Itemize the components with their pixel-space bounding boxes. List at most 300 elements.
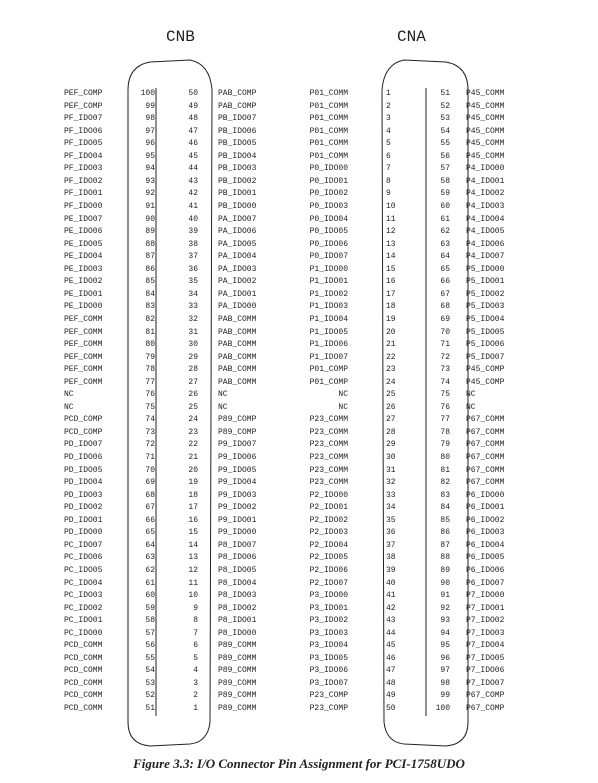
cnb-pin-left: 91 (145, 201, 155, 211)
cnb-pin-left: 81 (145, 327, 155, 337)
cna-pin-left: 1 (386, 89, 391, 98)
cnb-signal-right: PAB_COMM (218, 365, 257, 375)
cna-signal-left: P01_COMP (309, 365, 348, 375)
cna-signal-right: P4_IDO04 (466, 214, 505, 224)
cnb-pin-left: 68 (145, 490, 155, 500)
cnb-pin-left: 63 (145, 553, 155, 563)
cna-signal-left: P2_IDO01 (309, 503, 348, 513)
cnb-pin-right: 20 (188, 465, 198, 475)
cnb-pin-right: 26 (188, 390, 198, 400)
cna-pin-left: 7 (386, 164, 391, 174)
cnb-pin-right: 12 (188, 565, 198, 575)
cnb-signal-left: PEF_COMP (64, 89, 103, 98)
cna-pin-right: 56 (440, 151, 450, 161)
cna-pin-left: 26 (386, 402, 396, 412)
cnb-pin-right: 4 (193, 666, 198, 676)
cna-signal-right: P6_IDO06 (466, 565, 505, 575)
cnb-signal-left: PC_IDO01 (64, 616, 103, 626)
cnb-signal-right: NC (218, 402, 228, 412)
cnb-signal-left: PE_IDO01 (64, 289, 103, 299)
cnb-pin-right: 1 (193, 704, 198, 713)
cna-pin-right: 89 (440, 565, 450, 575)
cnb-signal-right: PB_IDO06 (218, 126, 257, 136)
cna-signal-right: P4_IDO03 (466, 201, 505, 211)
cnb-pin-left: 61 (145, 578, 155, 588)
cna-pin-left: 29 (386, 440, 396, 450)
cna-signal-right: P6_IDO07 (466, 578, 505, 588)
cnb-signal-right: P8_IDO02 (218, 603, 257, 613)
cna-signal-left: P01_COMM (309, 101, 348, 111)
cna-signal-left: P01_COMM (309, 89, 348, 98)
cna-pin-right: 73 (440, 365, 450, 375)
cnb-signal-left: PC_IDO04 (64, 578, 103, 588)
cnb-signal-right: PAB_COMP (218, 89, 257, 98)
cnb-pin-right: 14 (188, 540, 198, 550)
cnb-pin-left: 56 (145, 641, 155, 651)
cna-pin-left: 40 (386, 578, 396, 588)
cnb-pin-left: 62 (145, 565, 155, 575)
cnb-signal-right: PA_IDO03 (218, 264, 257, 274)
cnb-signal-right: PB_IDO00 (218, 201, 257, 211)
cna-pin-right: 93 (440, 616, 450, 626)
cnb-signal-left: PCD_COMM (64, 666, 103, 676)
cnb-signal-left: PC_IDO00 (64, 628, 103, 638)
cna-pin-right: 79 (440, 440, 450, 450)
cnb-signal-right: P8_IDO00 (218, 628, 257, 638)
cnb-signal-left: PC_IDO07 (64, 540, 103, 550)
cna-pin-right: 72 (440, 352, 450, 362)
cna-pin-right: 69 (440, 314, 450, 324)
cnb-signal-right: PB_IDO05 (218, 139, 257, 149)
cna-pin-left: 37 (386, 540, 396, 550)
cna-signal-right: P45_COMM (466, 151, 505, 161)
cnb-signal-right: P89_COMP (218, 415, 257, 425)
cnb-pin-right: 32 (188, 314, 198, 324)
cnb-signal-right: P9_IDO06 (218, 453, 257, 462)
cna-pin-left: 8 (386, 176, 391, 186)
cnb-signal-left: PC_IDO02 (64, 603, 103, 613)
cna-pin-right: 94 (440, 628, 450, 638)
cnb-signal-left: PEF_COMM (64, 352, 103, 362)
cnb-signal-right: P89_COMM (218, 691, 257, 701)
cna-pin-left: 11 (386, 214, 396, 224)
cna-signal-left: P23_COMM (309, 440, 348, 450)
cna-pin-left: 10 (386, 201, 396, 211)
cnb-signal-right: PB_IDO04 (218, 151, 257, 161)
cna-pin-right: 78 (440, 427, 450, 437)
cna-pin-left: 18 (386, 302, 396, 312)
cnb-pin-left: 64 (145, 540, 155, 550)
cnb-signal-left: PE_IDO04 (64, 252, 103, 262)
cnb-signal-right: PAB_COMP (218, 101, 257, 111)
cna-pin-left: 9 (386, 189, 391, 199)
cna-pin-left: 28 (386, 427, 396, 437)
cna-signal-right: P4_IDO01 (466, 176, 505, 186)
cnb-signal-right: P9_IDO02 (218, 503, 257, 513)
cnb-signal-right: PA_IDO01 (218, 289, 257, 299)
cnb-signal-left: PEF_COMM (64, 377, 103, 387)
cnb-signal-left: PD_IDO06 (64, 453, 103, 462)
cnb-pin-left: 54 (145, 666, 155, 676)
cna-pin-right: 71 (440, 340, 450, 349)
cnb-pin-left: 78 (145, 365, 155, 375)
cnb-pin-left: 85 (145, 277, 155, 287)
cnb-signal-right: PA_IDO02 (218, 277, 257, 287)
cna-signal-right: P6_IDO01 (466, 503, 505, 513)
cnb-pin-left: 51 (145, 704, 155, 713)
cnb-signal-left: PF_IDO04 (64, 151, 103, 161)
cna-pin-left: 49 (386, 691, 396, 701)
cna-signal-left: P1_IDO01 (309, 277, 348, 287)
cna-signal-left: P3_IDO07 (309, 678, 348, 688)
cna-signal-right: P45_COMM (466, 114, 505, 124)
cnb-pin-right: 19 (188, 478, 198, 488)
cna-signal-right: P7_IDO03 (466, 628, 505, 638)
cnb-pin-right: 36 (188, 264, 198, 274)
cna-pin-right: 80 (440, 453, 450, 462)
cna-signal-right: P7_IDO02 (466, 616, 505, 626)
cnb-signal-left: PCD_COMP (64, 415, 103, 425)
cnb-signal-left: PF_IDO01 (64, 189, 103, 199)
cnb-pin-left: 86 (145, 264, 155, 274)
cna-pin-right: 51 (440, 89, 450, 98)
cnb-pin-left: 90 (145, 214, 155, 224)
cnb-signal-right: P89_COMM (218, 641, 257, 651)
cna-pin-left: 35 (386, 515, 396, 525)
cna-signal-left: P2_IDO00 (309, 490, 348, 500)
cna-pin-right: 57 (440, 164, 450, 174)
cna-signal-left: P0_IDO06 (309, 239, 348, 249)
cnb-pin-right: 46 (188, 139, 198, 149)
cna-pin-right: 84 (440, 503, 450, 513)
cnb-pin-right: 44 (188, 164, 198, 174)
cna-pin-left: 25 (386, 390, 396, 400)
cna-signal-left: P01_COMM (309, 126, 348, 136)
cnb-pin-left: 75 (145, 402, 155, 412)
cna-pin-left: 27 (386, 415, 396, 425)
cnb-signal-right: PA_IDO04 (218, 252, 257, 262)
cnb-signal-right: P8_IDO06 (218, 553, 257, 563)
cnb-pin-left: 73 (145, 427, 155, 437)
cnb-signal-left: PEF_COMM (64, 340, 103, 349)
cnb-pin-left: 83 (145, 302, 155, 312)
cnb-pin-left: 88 (145, 239, 155, 249)
cna-signal-left: P2_IDO02 (309, 515, 348, 525)
cna-signal-left: P3_IDO02 (309, 616, 348, 626)
cna-pin-right: 63 (440, 239, 450, 249)
cnb-pin-left: 52 (145, 691, 155, 701)
cna-signal-right: P5_IDO02 (466, 289, 505, 299)
cna-signal-right: P45_COMM (466, 126, 505, 136)
cna-signal-right: P5_IDO03 (466, 302, 505, 312)
cna-pin-right: 74 (440, 377, 450, 387)
cnb-pin-right: 25 (188, 402, 198, 412)
cnb-signal-left: PEF_COMM (64, 314, 103, 324)
cnb-signal-right: PB_IDO01 (218, 189, 257, 199)
cnb-signal-right: NC (218, 390, 228, 400)
cnb-pin-left: 84 (145, 289, 155, 299)
cnb-pin-right: 30 (188, 340, 198, 349)
cnb-pin-left: 89 (145, 227, 155, 237)
cna-signal-right: P67_COMP (466, 704, 505, 713)
cnb-pin-right: 27 (188, 377, 198, 387)
cna-pin-right: 100 (435, 704, 450, 713)
cna-pin-right: 65 (440, 264, 450, 274)
cna-signal-left: P01_COMM (309, 151, 348, 161)
cna-signal-left: P3_IDO01 (309, 603, 348, 613)
cna-signal-left: P0_IDO07 (309, 252, 348, 262)
cnb-pin-left: 100 (140, 89, 155, 98)
cna-signal-left: P0_IDO03 (309, 201, 348, 211)
cna-pin-right: 64 (440, 252, 450, 262)
cna-pin-right: 99 (440, 691, 450, 701)
figure-caption: Figure 3.3: I/O Connector Pin Assignment for PCI-1758UDO (133, 756, 465, 771)
cna-pin-left: 4 (386, 126, 391, 136)
cnb-pin-right: 28 (188, 365, 198, 375)
cna-connector-title: CNA (397, 28, 426, 46)
cnb-pin-right: 2 (193, 691, 198, 701)
cna-pin-right: 95 (440, 641, 450, 651)
cna-signal-left: P2_IDO05 (309, 553, 348, 563)
cnb-pin-right: 45 (188, 151, 198, 161)
cna-signal-right: P4_IDO00 (466, 164, 505, 174)
cna-signal-left: P1_IDO03 (309, 302, 348, 312)
cnb-pin-right: 42 (188, 189, 198, 199)
cna-pin-right: 66 (440, 277, 450, 287)
cnb-pin-left: 79 (145, 352, 155, 362)
cnb-pin-right: 43 (188, 176, 198, 186)
cna-signal-left: P1_IDO02 (309, 289, 348, 299)
cna-signal-right: P45_COMM (466, 139, 505, 149)
cna-pin-right: 70 (440, 327, 450, 337)
cnb-signal-left: PD_IDO04 (64, 478, 103, 488)
cna-pin-left: 3 (386, 114, 391, 124)
cnb-pin-left: 66 (145, 515, 155, 525)
cnb-pin-right: 50 (188, 89, 198, 98)
cna-pin-left: 32 (386, 478, 396, 488)
cna-signal-left: P1_IDO07 (309, 352, 348, 362)
cnb-pin-left: 60 (145, 591, 155, 600)
cna-pin-right: 61 (440, 214, 450, 224)
cna-signal-left: P01_COMM (309, 114, 348, 124)
cnb-signal-right: P9_IDO04 (218, 478, 257, 488)
cna-pin-right: 52 (440, 101, 450, 111)
cnb-signal-left: PCD_COMM (64, 704, 103, 713)
cna-pin-right: 55 (440, 139, 450, 149)
cna-signal-left: P2_IDO06 (309, 565, 348, 575)
cnb-signal-left: PC_IDO03 (64, 591, 103, 600)
cnb-signal-left: PD_IDO07 (64, 440, 103, 450)
cna-signal-left: P3_IDO06 (309, 666, 348, 676)
cnb-pin-left: 67 (145, 503, 155, 513)
cnb-pin-right: 8 (193, 616, 198, 626)
cnb-pin-left: 58 (145, 616, 155, 626)
cna-pin-left: 46 (386, 653, 396, 663)
cna-signal-right: NC (466, 402, 476, 412)
cna-signal-left: P0_IDO01 (309, 176, 348, 186)
cna-signal-left: P23_COMP (309, 691, 348, 701)
cna-pin-left: 39 (386, 565, 396, 575)
cnb-signal-left: PD_IDO05 (64, 465, 103, 475)
cnb-pin-right: 48 (188, 114, 198, 124)
cna-pin-left: 43 (386, 616, 396, 626)
cna-pin-right: 67 (440, 289, 450, 299)
cnb-signal-left: PD_IDO02 (64, 503, 103, 513)
cnb-signal-left: PCD_COMP (64, 427, 103, 437)
cna-signal-right: P67_COMM (466, 453, 505, 462)
cna-pin-left: 21 (386, 340, 396, 349)
cna-pin-left: 19 (386, 314, 396, 324)
cnb-pin-left: 94 (145, 164, 155, 174)
cnb-signal-right: P8_IDO03 (218, 591, 257, 600)
cna-pin-left: 50 (386, 704, 396, 713)
cna-signal-right: P67_COMM (466, 465, 505, 475)
cnb-signal-left: PEF_COMM (64, 365, 103, 375)
cnb-signal-right: PAB_COMM (218, 340, 257, 349)
cna-pin-right: 62 (440, 227, 450, 237)
cna-signal-left: P1_IDO04 (309, 314, 348, 324)
cna-signal-right: P4_IDO07 (466, 252, 505, 262)
cnb-pin-right: 34 (188, 289, 198, 299)
cnb-signal-left: PF_IDO02 (64, 176, 103, 186)
cna-pin-left: 31 (386, 465, 396, 475)
cnb-pin-right: 35 (188, 277, 198, 287)
cnb-signal-right: P89_COMM (218, 678, 257, 688)
cnb-connector-title: CNB (166, 28, 195, 46)
cna-pin-right: 81 (440, 465, 450, 475)
cna-signal-right: P45_COMM (466, 89, 505, 98)
cnb-signal-right: P9_IDO07 (218, 440, 257, 450)
cna-signal-left: P0_IDO02 (309, 189, 348, 199)
cnb-pin-right: 39 (188, 227, 198, 237)
cna-pin-right: 86 (440, 528, 450, 538)
cna-signal-left: P2_IDO07 (309, 578, 348, 588)
cna-signal-right: NC (466, 390, 476, 400)
cna-pin-left: 6 (386, 151, 391, 161)
cnb-signal-left: PF_IDO00 (64, 201, 103, 211)
cnb-signal-left: PC_IDO06 (64, 553, 103, 563)
cna-signal-left: P3_IDO03 (309, 628, 348, 638)
cnb-signal-right: PA_IDO00 (218, 302, 257, 312)
cnb-pin-left: 69 (145, 478, 155, 488)
cna-pin-left: 20 (386, 327, 396, 337)
cnb-signal-left: PCD_COMM (64, 678, 103, 688)
cnb-pin-left: 65 (145, 528, 155, 538)
cna-pin-right: 54 (440, 126, 450, 136)
cnb-signal-right: PB_IDO02 (218, 176, 257, 186)
cnb-signal-left: PC_IDO05 (64, 565, 103, 575)
cnb-pin-left: 93 (145, 176, 155, 186)
cna-signal-right: P45_COMP (466, 377, 505, 387)
cnb-pin-left: 98 (145, 114, 155, 124)
cna-signal-right: P5_IDO00 (466, 264, 505, 274)
cnb-pin-left: 74 (145, 415, 155, 425)
cnb-pin-left: 80 (145, 340, 155, 349)
cna-signal-left: P01_COMM (309, 139, 348, 149)
cnb-pin-right: 5 (193, 653, 198, 663)
cna-pin-left: 42 (386, 603, 396, 613)
cna-pin-right: 96 (440, 653, 450, 663)
cna-pin-left: 23 (386, 365, 396, 375)
cnb-pin-right: 40 (188, 214, 198, 224)
cnb-signal-right: P89_COMM (218, 666, 257, 676)
cna-signal-left: P0_IDO04 (309, 214, 348, 224)
cna-signal-left: P1_IDO05 (309, 327, 348, 337)
cnb-signal-left: PCD_COMM (64, 691, 103, 701)
cnb-pin-right: 41 (188, 201, 198, 211)
cnb-pin-right: 22 (188, 440, 198, 450)
cna-signal-right: P5_IDO07 (466, 352, 505, 362)
cna-pin-right: 77 (440, 415, 450, 425)
cnb-signal-left: PF_IDO07 (64, 114, 103, 124)
cna-signal-right: P5_IDO06 (466, 340, 505, 349)
cna-pin-right: 60 (440, 201, 450, 211)
cna-pin-right: 90 (440, 578, 450, 588)
cna-signal-left: P23_COMP (309, 704, 348, 713)
cnb-pin-right: 13 (188, 553, 198, 563)
cna-signal-left: P23_COMM (309, 415, 348, 425)
cna-signal-left: P0_IDO05 (309, 227, 348, 237)
cnb-signal-right: PAB_COMM (218, 377, 257, 387)
cna-pin-right: 83 (440, 490, 450, 500)
cnb-signal-right: P89_COMP (218, 427, 257, 437)
cnb-pin-left: 95 (145, 151, 155, 161)
cnb-signal-left: PCD_COMM (64, 641, 103, 651)
cnb-signal-right: PAB_COMM (218, 327, 257, 337)
cna-signal-left: P1_IDO00 (309, 264, 348, 274)
cna-signal-right: P45_COMM (466, 101, 505, 111)
cna-signal-right: P4_IDO05 (466, 227, 505, 237)
cnb-signal-right: PB_IDO03 (218, 164, 257, 174)
cna-signal-right: P5_IDO04 (466, 314, 505, 324)
cna-pin-right: 58 (440, 176, 450, 186)
cnb-signal-right: PB_IDO07 (218, 114, 257, 124)
cnb-pin-right: 29 (188, 352, 198, 362)
cna-signal-right: P67_COMM (466, 440, 505, 450)
cna-pin-right: 53 (440, 114, 450, 124)
cnb-signal-left: PF_IDO05 (64, 139, 103, 149)
cnb-signal-left: PD_IDO00 (64, 528, 103, 538)
cnb-pin-left: 71 (145, 453, 155, 462)
cnb-signal-right: PAB_COMM (218, 314, 257, 324)
cna-pin-left: 47 (386, 666, 396, 676)
cnb-pin-right: 16 (188, 515, 198, 525)
cna-pin-right: 59 (440, 189, 450, 199)
cnb-pin-right: 10 (188, 591, 198, 600)
cnb-pin-right: 9 (193, 603, 198, 613)
cnb-signal-left: PE_IDO03 (64, 264, 103, 274)
cnb-pin-right: 47 (188, 126, 198, 136)
cna-pin-left: 13 (386, 239, 396, 249)
cna-signal-left: P3_IDO00 (309, 591, 348, 600)
cnb-signal-right: PAB_COMM (218, 352, 257, 362)
cna-signal-right: P5_IDO05 (466, 327, 505, 337)
cna-signal-right: P6_IDO03 (466, 528, 505, 538)
cna-pin-right: 87 (440, 540, 450, 550)
cnb-pin-left: 55 (145, 653, 155, 663)
cnb-pin-left: 99 (145, 101, 155, 111)
cna-pin-left: 17 (386, 289, 396, 299)
cnb-signal-left: PD_IDO01 (64, 515, 103, 525)
cna-signal-right: P6_IDO02 (466, 515, 505, 525)
cnb-pin-right: 24 (188, 415, 198, 425)
cnb-signal-right: P89_COMM (218, 704, 257, 713)
cnb-pin-right: 7 (193, 628, 198, 638)
cnb-pin-left: 97 (145, 126, 155, 136)
cna-signal-right: P7_IDO00 (466, 591, 505, 600)
cna-pin-right: 92 (440, 603, 450, 613)
cnb-signal-left: PCD_COMM (64, 653, 103, 663)
